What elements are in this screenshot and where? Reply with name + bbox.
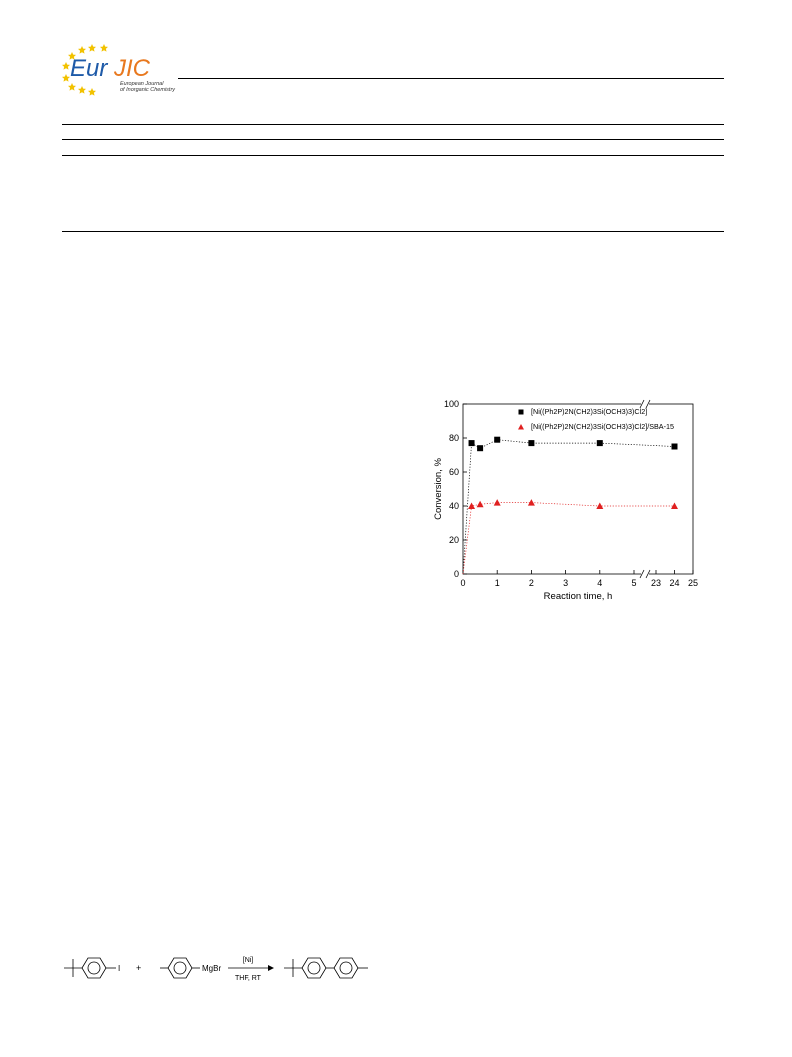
benzene-ring-4	[334, 958, 358, 978]
table-top-rule	[62, 124, 724, 125]
tert-butyl-group	[64, 959, 82, 977]
series-2-point	[494, 499, 501, 506]
x-tick-label: 23	[650, 578, 662, 588]
series-2-trend-line	[463, 503, 675, 574]
x-tick-label: 25	[687, 578, 699, 588]
series-1-point	[469, 440, 475, 446]
legend-marker-square	[519, 410, 524, 415]
y-tick-label: 100	[443, 399, 459, 409]
x-tick-label: 2	[528, 578, 534, 588]
y-tick-label: 60	[448, 467, 459, 477]
series-1-trend-line	[463, 440, 675, 574]
iodide-label: I	[118, 964, 121, 973]
table-header-rule	[62, 139, 724, 140]
legend-label: [Ni((Ph2P)2N(CH2)3Si(OCH3)3)Cl2]/SBA-15	[531, 422, 674, 431]
series-1-point	[477, 445, 483, 451]
y-tick-label: 40	[448, 501, 459, 511]
x-axis-label: Reaction time, h	[543, 591, 613, 602]
aromatic-circle	[88, 962, 100, 974]
x-tick-label: 5	[631, 578, 637, 588]
chart-legend	[518, 407, 674, 431]
series-1-point	[672, 444, 678, 450]
y-axis-label: Conversion, %	[433, 458, 444, 520]
y-tick-label: 0	[453, 569, 459, 579]
logo-subtitle-line1: European Journal	[120, 81, 164, 87]
arrow-head	[268, 965, 274, 971]
x-tick-label: 1	[494, 578, 500, 588]
conditions-label: THF, RT	[235, 975, 261, 982]
table-body-rule	[62, 155, 724, 156]
series-1-point	[494, 437, 500, 443]
tert-butyl-group-product	[284, 959, 302, 977]
x-tick-label: 0	[460, 578, 466, 588]
legend-label: [Ni((Ph2P)2N(CH2)3Si(OCH3)3)Cl2]	[531, 407, 648, 416]
logo-eur-text: Eur	[70, 55, 108, 82]
benzene-ring-2	[168, 958, 192, 978]
x-tick-label: 4	[597, 578, 603, 588]
x-tick-label: 24	[669, 578, 680, 588]
plus-sign: +	[136, 963, 142, 973]
series-1-point	[597, 440, 603, 446]
catalyst-label: [Ni]	[242, 957, 254, 964]
x-tick-label: 3	[563, 578, 569, 588]
y-tick-label: 80	[448, 433, 459, 443]
logo-jic-text: JIC	[114, 55, 150, 82]
benzene-ring-3	[302, 958, 326, 978]
benzene-ring-1	[82, 958, 106, 978]
y-tick-label: 20	[448, 535, 459, 545]
series-2-point	[477, 501, 484, 508]
journal-logo	[58, 42, 178, 96]
logo-subtitle-line2: of Inorganic Chemistry	[120, 87, 176, 93]
series-1-point	[528, 440, 534, 446]
grignard-label: MgBr	[202, 964, 222, 973]
conversion-chart	[428, 392, 708, 612]
header-rule	[178, 78, 724, 79]
legend-marker-triangle	[518, 424, 524, 430]
reaction-scheme	[58, 948, 398, 988]
table-bottom-rule	[62, 231, 724, 232]
